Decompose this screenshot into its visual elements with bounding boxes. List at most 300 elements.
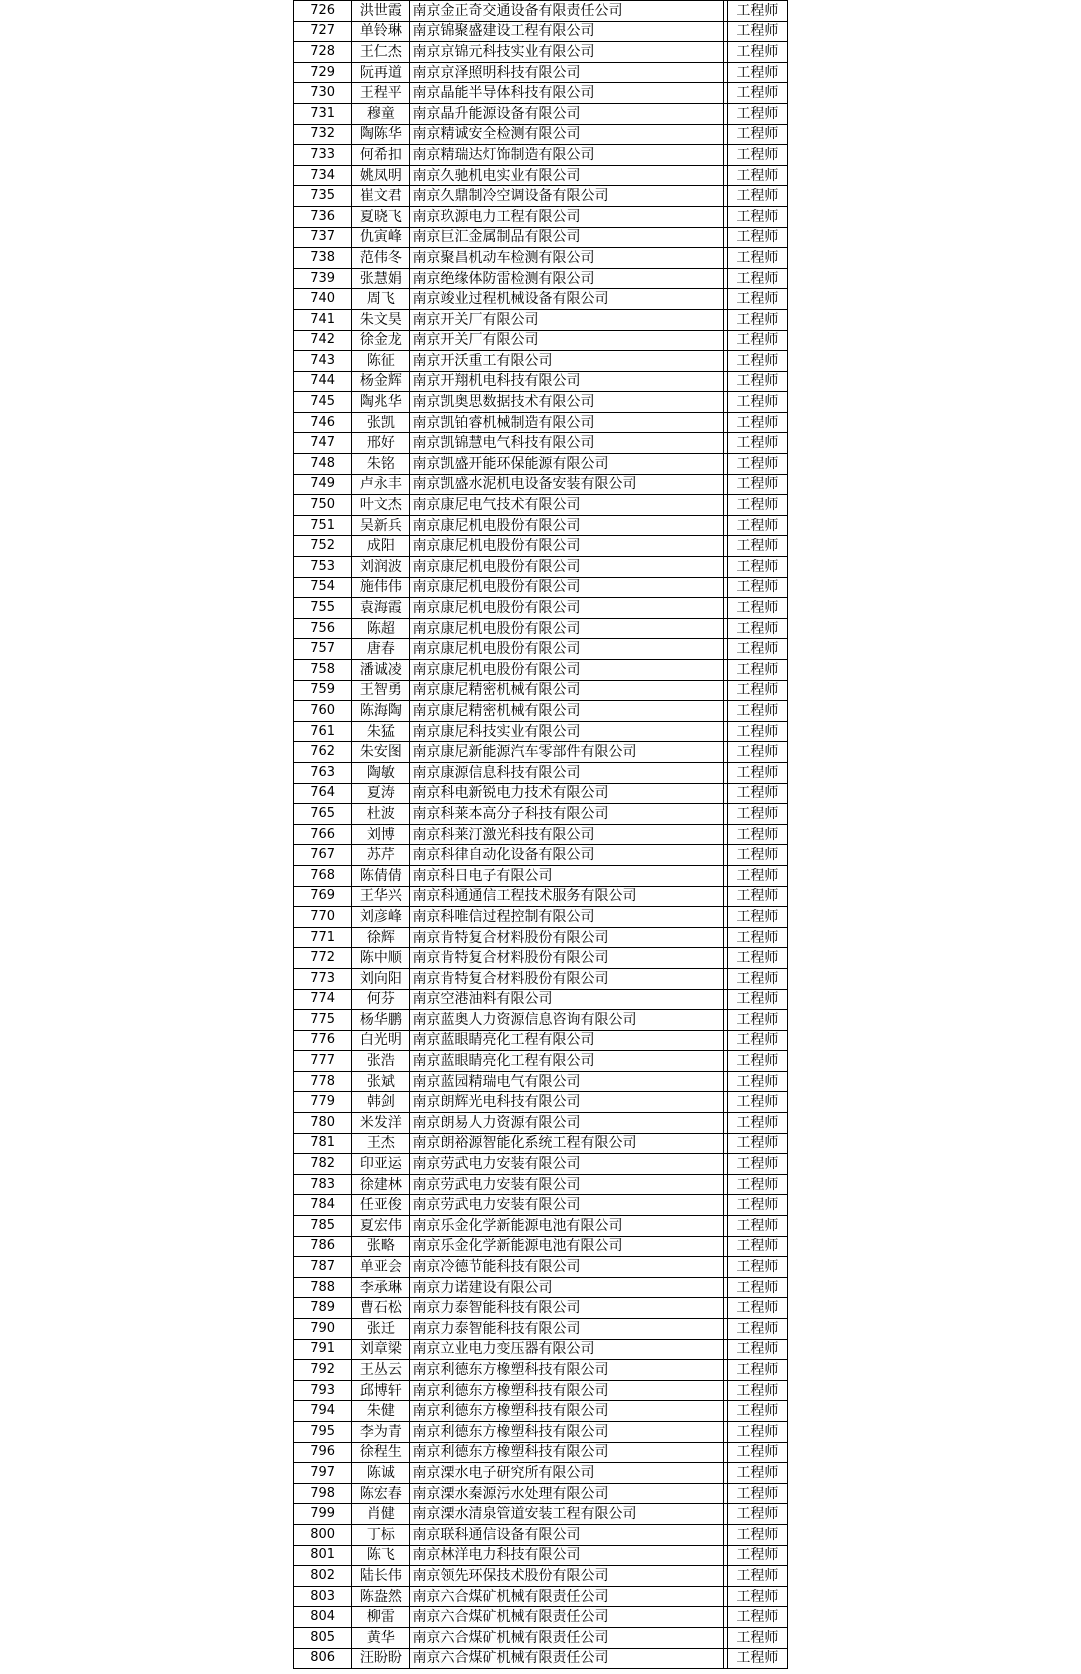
job-title-cell: 工程师	[727, 680, 787, 701]
table-row	[294, 701, 788, 722]
row-number-cell: 730	[294, 83, 352, 104]
row-number-cell: 765	[294, 804, 352, 825]
company-name-cell: 南京巨汇金属制品有限公司	[410, 227, 723, 248]
job-title-cell: 工程师	[727, 721, 787, 742]
table-row	[294, 886, 788, 907]
row-number-cell: 799	[294, 1504, 352, 1525]
company-name-cell: 南京开关厂有限公司	[410, 330, 723, 351]
person-name-cell: 单亚会	[352, 1257, 410, 1278]
row-number-cell: 796	[294, 1442, 352, 1463]
company-name-cell: 南京力泰智能科技有限公司	[410, 1319, 723, 1340]
company-name-cell: 南京凯锦慧电气科技有限公司	[410, 433, 723, 454]
table-row	[294, 1566, 788, 1587]
company-name-cell: 南京科电新锐电力技术有限公司	[410, 783, 723, 804]
company-name-cell: 南京科莱汀激光科技有限公司	[410, 824, 723, 845]
company-name-cell: 南京联科通信设备有限公司	[410, 1524, 723, 1545]
table-row	[294, 268, 788, 289]
row-number-cell: 728	[294, 42, 352, 63]
company-name-cell: 南京康尼机电股份有限公司	[410, 598, 723, 619]
person-name-cell: 徐辉	[352, 927, 410, 948]
row-number-cell: 756	[294, 618, 352, 639]
person-name-cell: 范伟冬	[352, 248, 410, 269]
person-name-cell: 张慧娟	[352, 268, 410, 289]
job-title-cell: 工程师	[727, 1463, 787, 1484]
person-name-cell: 刘彦峰	[352, 907, 410, 928]
job-title-cell: 工程师	[727, 186, 787, 207]
table-row	[294, 412, 788, 433]
company-name-cell: 南京康尼机电股份有限公司	[410, 618, 723, 639]
table-row	[294, 1607, 788, 1628]
table-row	[294, 392, 788, 413]
person-name-cell: 叶文杰	[352, 495, 410, 516]
row-number-cell: 793	[294, 1380, 352, 1401]
company-name-cell: 南京蓝园精瑞电气有限公司	[410, 1071, 723, 1092]
row-number-cell: 806	[294, 1648, 352, 1669]
person-name-cell: 丁标	[352, 1524, 410, 1545]
job-title-cell: 工程师	[727, 536, 787, 557]
table-row	[294, 762, 788, 783]
table-row	[294, 83, 788, 104]
person-name-cell: 夏宏伟	[352, 1216, 410, 1237]
row-number-cell: 773	[294, 968, 352, 989]
job-title-cell: 工程师	[727, 1319, 787, 1340]
row-number-cell: 757	[294, 639, 352, 660]
company-name-cell: 南京康尼新能源汽车零部件有限公司	[410, 742, 723, 763]
company-name-cell: 南京科莱本高分子科技有限公司	[410, 804, 723, 825]
table-row	[294, 1216, 788, 1237]
company-name-cell: 南京绝缘体防雷检测有限公司	[410, 268, 723, 289]
company-name-cell: 南京晶升能源设备有限公司	[410, 103, 723, 124]
row-number-cell: 792	[294, 1360, 352, 1381]
person-name-cell: 李为青	[352, 1421, 410, 1442]
person-name-cell: 任亚俊	[352, 1195, 410, 1216]
row-number-cell: 729	[294, 62, 352, 83]
job-title-cell: 工程师	[727, 701, 787, 722]
table-row	[294, 1010, 788, 1031]
table-row	[294, 371, 788, 392]
person-name-cell: 陶敏	[352, 762, 410, 783]
person-name-cell: 陈盎然	[352, 1586, 410, 1607]
table-row	[294, 309, 788, 330]
person-name-cell: 黄华	[352, 1627, 410, 1648]
job-title-cell: 工程师	[727, 371, 787, 392]
row-number-cell: 767	[294, 845, 352, 866]
company-name-cell: 南京力泰智能科技有限公司	[410, 1298, 723, 1319]
company-name-cell: 南京金正奇交通设备有限责任公司	[410, 1, 723, 22]
table-row	[294, 721, 788, 742]
table-row	[294, 227, 788, 248]
job-title-cell: 工程师	[727, 1524, 787, 1545]
table-row	[294, 1545, 788, 1566]
job-title-cell: 工程师	[727, 309, 787, 330]
job-title-cell: 工程师	[727, 103, 787, 124]
company-name-cell: 南京京泽照明科技有限公司	[410, 62, 723, 83]
company-name-cell: 南京开翔机电科技有限公司	[410, 371, 723, 392]
table-row	[294, 1421, 788, 1442]
row-number-cell: 788	[294, 1277, 352, 1298]
person-name-cell: 朱安图	[352, 742, 410, 763]
row-number-cell: 805	[294, 1627, 352, 1648]
company-name-cell: 南京冷德节能科技有限公司	[410, 1257, 723, 1278]
job-title-cell: 工程师	[727, 1360, 787, 1381]
person-name-cell: 徐建林	[352, 1174, 410, 1195]
row-number-cell: 748	[294, 454, 352, 475]
table-row	[294, 206, 788, 227]
table-row	[294, 1051, 788, 1072]
company-name-cell: 南京康尼精密机械有限公司	[410, 680, 723, 701]
person-name-cell: 朱铭	[352, 454, 410, 475]
row-number-cell: 774	[294, 989, 352, 1010]
row-number-cell: 731	[294, 103, 352, 124]
row-number-cell: 785	[294, 1216, 352, 1237]
job-title-cell: 工程师	[727, 845, 787, 866]
job-title-cell: 工程师	[727, 1504, 787, 1525]
person-name-cell: 陶兆华	[352, 392, 410, 413]
job-title-cell: 工程师	[727, 1195, 787, 1216]
company-name-cell: 南京凯奥思数据技术有限公司	[410, 392, 723, 413]
row-number-cell: 752	[294, 536, 352, 557]
row-number-cell: 745	[294, 392, 352, 413]
row-number-cell: 778	[294, 1071, 352, 1092]
row-number-cell: 741	[294, 309, 352, 330]
person-name-cell: 陈征	[352, 351, 410, 372]
job-title-cell: 工程师	[727, 1483, 787, 1504]
company-name-cell: 南京康尼电气技术有限公司	[410, 495, 723, 516]
table-row	[294, 1, 788, 22]
row-number-cell: 753	[294, 557, 352, 578]
job-title-cell: 工程师	[727, 1010, 787, 1031]
person-name-cell: 徐程生	[352, 1442, 410, 1463]
table-row	[294, 165, 788, 186]
table-row	[294, 42, 788, 63]
table-row	[294, 1277, 788, 1298]
job-title-cell: 工程师	[727, 412, 787, 433]
row-number-cell: 758	[294, 660, 352, 681]
job-title-cell: 工程师	[727, 165, 787, 186]
job-title-cell: 工程师	[727, 783, 787, 804]
person-name-cell: 陈超	[352, 618, 410, 639]
company-name-cell: 南京六合煤矿机械有限责任公司	[410, 1607, 723, 1628]
job-title-cell: 工程师	[727, 742, 787, 763]
company-name-cell: 南京肯特复合材料股份有限公司	[410, 968, 723, 989]
job-title-cell: 工程师	[727, 1, 787, 22]
job-title-cell: 工程师	[727, 1380, 787, 1401]
table-row	[294, 124, 788, 145]
person-name-cell: 王华兴	[352, 886, 410, 907]
company-name-cell: 南京溧水秦源污水处理有限公司	[410, 1483, 723, 1504]
job-title-cell: 工程师	[727, 1339, 787, 1360]
company-name-cell: 南京竣业过程机械设备有限公司	[410, 289, 723, 310]
table-row	[294, 845, 788, 866]
person-name-cell: 阮再道	[352, 62, 410, 83]
table-row	[294, 1380, 788, 1401]
table-row	[294, 989, 788, 1010]
table-row	[294, 1133, 788, 1154]
table-row	[294, 1298, 788, 1319]
company-name-cell: 南京蓝眼睛亮化工程有限公司	[410, 1030, 723, 1051]
company-name-cell: 南京利德东方橡塑科技有限公司	[410, 1380, 723, 1401]
job-title-cell: 工程师	[727, 474, 787, 495]
person-name-cell: 刘润波	[352, 557, 410, 578]
table-row	[294, 1319, 788, 1340]
row-number-cell: 766	[294, 824, 352, 845]
person-name-cell: 陈中顺	[352, 948, 410, 969]
job-title-cell: 工程师	[727, 1154, 787, 1175]
company-name-cell: 南京溧水清泉管道安装工程有限公司	[410, 1504, 723, 1525]
company-name-cell: 南京劳武电力安装有限公司	[410, 1195, 723, 1216]
row-number-cell: 789	[294, 1298, 352, 1319]
person-name-cell: 王仁杰	[352, 42, 410, 63]
table-row	[294, 1195, 788, 1216]
table-row	[294, 1071, 788, 1092]
job-title-cell: 工程师	[727, 289, 787, 310]
job-title-cell: 工程师	[727, 1113, 787, 1134]
job-title-cell: 工程师	[727, 1401, 787, 1422]
table-row	[294, 495, 788, 516]
company-name-cell: 南京锦聚盛建设工程有限公司	[410, 21, 723, 42]
row-number-cell: 737	[294, 227, 352, 248]
person-name-cell: 周飞	[352, 289, 410, 310]
person-name-cell: 陈海陶	[352, 701, 410, 722]
company-name-cell: 南京朗裕源智能化系统工程有限公司	[410, 1133, 723, 1154]
table-row	[294, 577, 788, 598]
person-name-cell: 何希扣	[352, 145, 410, 166]
job-title-cell: 工程师	[727, 145, 787, 166]
row-number-cell: 771	[294, 927, 352, 948]
person-name-cell: 张迁	[352, 1319, 410, 1340]
company-name-cell: 南京晶能半导体科技有限公司	[410, 83, 723, 104]
job-title-cell: 工程师	[727, 1607, 787, 1628]
person-name-cell: 张略	[352, 1236, 410, 1257]
person-name-cell: 刘博	[352, 824, 410, 845]
row-number-cell: 775	[294, 1010, 352, 1031]
row-number-cell: 797	[294, 1463, 352, 1484]
table-row	[294, 1648, 788, 1669]
person-name-cell: 王杰	[352, 1133, 410, 1154]
table-row	[294, 660, 788, 681]
person-name-cell: 杜波	[352, 804, 410, 825]
job-title-cell: 工程师	[727, 1051, 787, 1072]
person-name-cell: 张凯	[352, 412, 410, 433]
person-name-cell: 陈倩倩	[352, 865, 410, 886]
table-row	[294, 1586, 788, 1607]
person-name-cell: 崔文君	[352, 186, 410, 207]
row-number-cell: 776	[294, 1030, 352, 1051]
job-title-cell: 工程师	[727, 248, 787, 269]
table-row	[294, 1339, 788, 1360]
person-name-cell: 王智勇	[352, 680, 410, 701]
person-name-cell: 张浩	[352, 1051, 410, 1072]
company-name-cell: 南京科通通信工程技术服务有限公司	[410, 886, 723, 907]
row-number-cell: 802	[294, 1566, 352, 1587]
company-name-cell: 南京朗易人力资源有限公司	[410, 1113, 723, 1134]
job-title-cell: 工程师	[727, 62, 787, 83]
job-title-cell: 工程师	[727, 968, 787, 989]
table-row	[294, 1401, 788, 1422]
job-title-cell: 工程师	[727, 1627, 787, 1648]
row-number-cell: 787	[294, 1257, 352, 1278]
job-title-cell: 工程师	[727, 1648, 787, 1669]
company-name-cell: 南京乐金化学新能源电池有限公司	[410, 1216, 723, 1237]
job-title-cell: 工程师	[727, 762, 787, 783]
company-name-cell: 南京康源信息科技有限公司	[410, 762, 723, 783]
company-name-cell: 南京利德东方橡塑科技有限公司	[410, 1360, 723, 1381]
table-row	[294, 865, 788, 886]
table-row	[294, 968, 788, 989]
roster-table	[293, 0, 788, 1669]
company-name-cell: 南京聚昌机动车检测有限公司	[410, 248, 723, 269]
row-number-cell: 769	[294, 886, 352, 907]
company-name-cell: 南京精诚安全检测有限公司	[410, 124, 723, 145]
row-number-cell: 779	[294, 1092, 352, 1113]
table-row	[294, 454, 788, 475]
person-name-cell: 潘诚凌	[352, 660, 410, 681]
company-name-cell: 南京林洋电力科技有限公司	[410, 1545, 723, 1566]
job-title-cell: 工程师	[727, 1442, 787, 1463]
job-title-cell: 工程师	[727, 1566, 787, 1587]
job-title-cell: 工程师	[727, 660, 787, 681]
row-number-cell: 770	[294, 907, 352, 928]
person-name-cell: 米发洋	[352, 1113, 410, 1134]
row-number-cell: 795	[294, 1421, 352, 1442]
job-title-cell: 工程师	[727, 557, 787, 578]
row-number-cell: 791	[294, 1339, 352, 1360]
table-row	[294, 1257, 788, 1278]
company-name-cell: 南京六合煤矿机械有限责任公司	[410, 1627, 723, 1648]
person-name-cell: 施伟伟	[352, 577, 410, 598]
job-title-cell: 工程师	[727, 1277, 787, 1298]
company-name-cell: 南京科律自动化设备有限公司	[410, 845, 723, 866]
row-number-cell: 739	[294, 268, 352, 289]
row-number-cell: 742	[294, 330, 352, 351]
person-name-cell: 张斌	[352, 1071, 410, 1092]
table-row	[294, 948, 788, 969]
table-row	[294, 21, 788, 42]
row-number-cell: 754	[294, 577, 352, 598]
job-title-cell: 工程师	[727, 598, 787, 619]
row-number-cell: 780	[294, 1113, 352, 1134]
company-name-cell: 南京康尼科技实业有限公司	[410, 721, 723, 742]
row-number-cell: 772	[294, 948, 352, 969]
job-title-cell: 工程师	[727, 1071, 787, 1092]
person-name-cell: 刘章梁	[352, 1339, 410, 1360]
row-number-cell: 747	[294, 433, 352, 454]
roster-table-body	[294, 1, 788, 1669]
job-title-cell: 工程师	[727, 206, 787, 227]
row-number-cell: 755	[294, 598, 352, 619]
company-name-cell: 南京康尼机电股份有限公司	[410, 515, 723, 536]
job-title-cell: 工程师	[727, 330, 787, 351]
company-name-cell: 南京利德东方橡塑科技有限公司	[410, 1421, 723, 1442]
table-row	[294, 145, 788, 166]
job-title-cell: 工程师	[727, 392, 787, 413]
person-name-cell: 邢好	[352, 433, 410, 454]
person-name-cell: 苏芹	[352, 845, 410, 866]
person-name-cell: 肖健	[352, 1504, 410, 1525]
company-name-cell: 南京利德东方橡塑科技有限公司	[410, 1442, 723, 1463]
person-name-cell: 袁海霞	[352, 598, 410, 619]
row-number-cell: 762	[294, 742, 352, 763]
company-name-cell: 南京乐金化学新能源电池有限公司	[410, 1236, 723, 1257]
job-title-cell: 工程师	[727, 1545, 787, 1566]
row-number-cell: 740	[294, 289, 352, 310]
company-name-cell: 南京利德东方橡塑科技有限公司	[410, 1401, 723, 1422]
row-number-cell: 782	[294, 1154, 352, 1175]
person-name-cell: 徐金龙	[352, 330, 410, 351]
company-name-cell: 南京肯特复合材料股份有限公司	[410, 948, 723, 969]
table-row	[294, 1236, 788, 1257]
row-number-cell: 749	[294, 474, 352, 495]
person-name-cell: 刘向阳	[352, 968, 410, 989]
job-title-cell: 工程师	[727, 42, 787, 63]
table-row	[294, 330, 788, 351]
job-title-cell: 工程师	[727, 824, 787, 845]
person-name-cell: 穆童	[352, 103, 410, 124]
company-name-cell: 南京肯特复合材料股份有限公司	[410, 927, 723, 948]
row-number-cell: 764	[294, 783, 352, 804]
company-name-cell: 南京蓝眼睛亮化工程有限公司	[410, 1051, 723, 1072]
table-row	[294, 351, 788, 372]
person-name-cell: 洪世霞	[352, 1, 410, 22]
row-number-cell: 790	[294, 1319, 352, 1340]
person-name-cell: 陈宏春	[352, 1483, 410, 1504]
job-title-cell: 工程师	[727, 454, 787, 475]
job-title-cell: 工程师	[727, 618, 787, 639]
table-row	[294, 433, 788, 454]
company-name-cell: 南京玖源电力工程有限公司	[410, 206, 723, 227]
table-row	[294, 680, 788, 701]
table-row	[294, 536, 788, 557]
table-row	[294, 1504, 788, 1525]
company-name-cell: 南京领先环保技术股份有限公司	[410, 1566, 723, 1587]
job-title-cell: 工程师	[727, 495, 787, 516]
job-title-cell: 工程师	[727, 1298, 787, 1319]
person-name-cell: 陶陈华	[352, 124, 410, 145]
row-number-cell: 751	[294, 515, 352, 536]
company-name-cell: 南京凯铂睿机械制造有限公司	[410, 412, 723, 433]
job-title-cell: 工程师	[727, 577, 787, 598]
company-name-cell: 南京溧水电子研究所有限公司	[410, 1463, 723, 1484]
company-name-cell: 南京凯盛开能环保能源有限公司	[410, 454, 723, 475]
person-name-cell: 成阳	[352, 536, 410, 557]
job-title-cell: 工程师	[727, 124, 787, 145]
company-name-cell: 南京久驰机电实业有限公司	[410, 165, 723, 186]
row-number-cell: 736	[294, 206, 352, 227]
company-name-cell: 南京京锦元科技实业有限公司	[410, 42, 723, 63]
company-name-cell: 南京六合煤矿机械有限责任公司	[410, 1648, 723, 1669]
table-row	[294, 1360, 788, 1381]
table-row	[294, 186, 788, 207]
job-title-cell: 工程师	[727, 1174, 787, 1195]
job-title-cell: 工程师	[727, 515, 787, 536]
row-number-cell: 738	[294, 248, 352, 269]
table-row	[294, 1463, 788, 1484]
job-title-cell: 工程师	[727, 907, 787, 928]
table-row	[294, 804, 788, 825]
row-number-cell: 784	[294, 1195, 352, 1216]
company-name-cell: 南京六合煤矿机械有限责任公司	[410, 1586, 723, 1607]
job-title-cell: 工程师	[727, 1421, 787, 1442]
person-name-cell: 曹石松	[352, 1298, 410, 1319]
company-name-cell: 南京康尼机电股份有限公司	[410, 557, 723, 578]
job-title-cell: 工程师	[727, 886, 787, 907]
table-row	[294, 1627, 788, 1648]
company-name-cell: 南京开沃重工有限公司	[410, 351, 723, 372]
person-name-cell: 单铃琳	[352, 21, 410, 42]
person-name-cell: 何芬	[352, 989, 410, 1010]
company-name-cell: 南京精瑞达灯饰制造有限公司	[410, 145, 723, 166]
person-name-cell: 汪盼盼	[352, 1648, 410, 1669]
